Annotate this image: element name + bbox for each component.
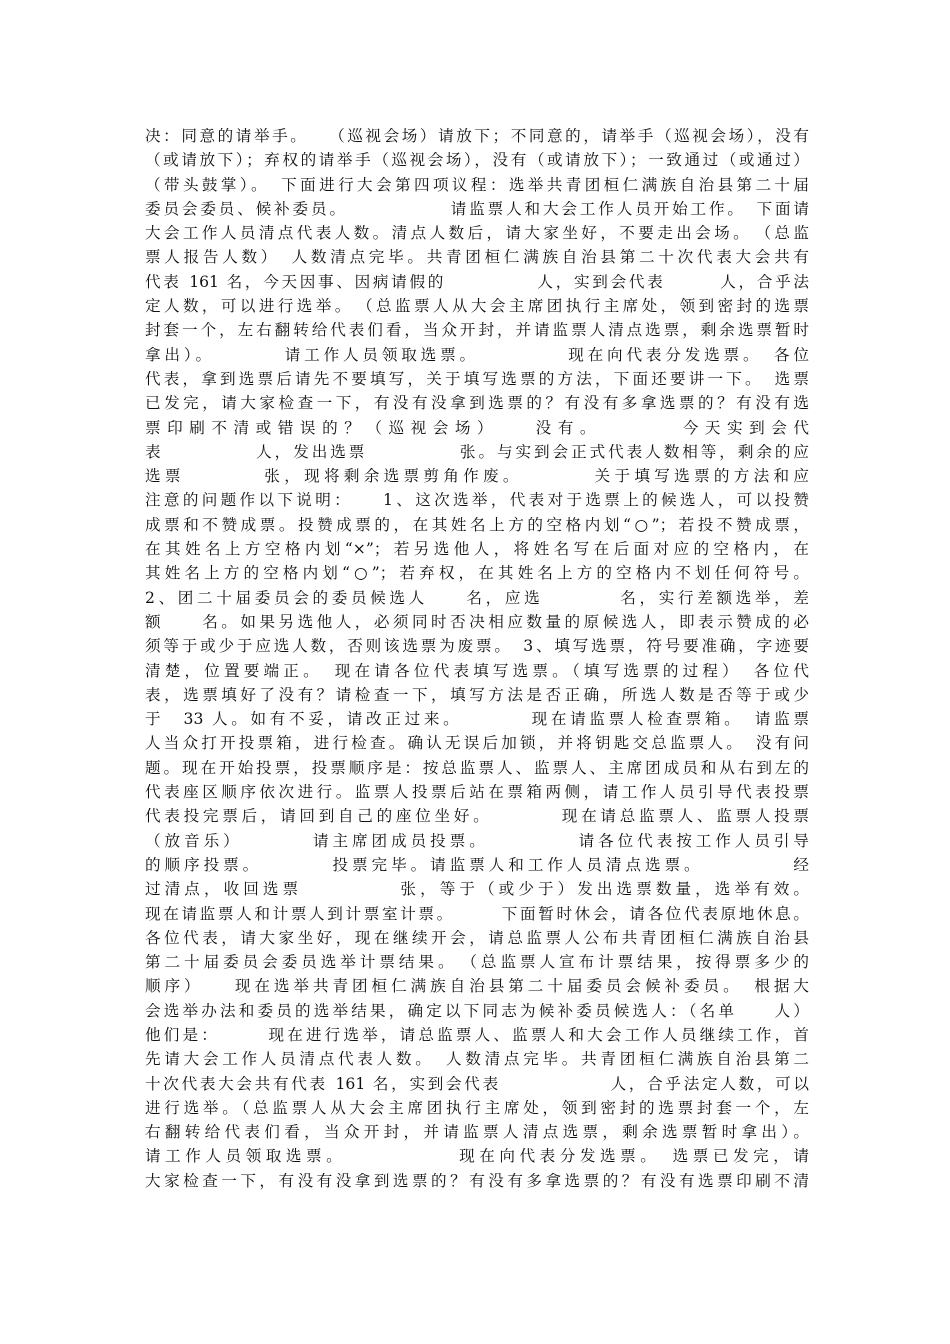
text-line-37: 会选举办法和委员的选举结果，确定以下同志为候补委员候选人：（名单 人） <box>145 1001 809 1020</box>
text-line-11: 代表，拿到选票后请先不要填写，关于填写选票的方法，下面还要讲一下。 选票 <box>145 369 809 388</box>
text-line-22: 须等于或少于应选人数，否则该选票为废票。 3、填写选票，符号要准确，字迹要 <box>145 637 809 656</box>
text-line-28: 代表座区顺序依次进行。监票人投票后站在票箱两侧，请工作人员引导代表投票 <box>145 783 809 802</box>
text-line-10: 拿出）。 请工作人员领取选票。 现在向代表分发选票。 各位 <box>145 345 809 364</box>
text-line-4: 委员会委员、候补委员。 请监票人和大会工作人员开始工作。 下面请 <box>145 199 809 218</box>
text-line-12: 已发完，请大家检查一下，有没有没拿到选票的？有没有多拿选票的？有没有选 <box>145 394 809 413</box>
text-line-5: 大会工作人员清点代表人数。清点人数后，请大家坐好，不要走出会场。 （总监 <box>145 224 809 243</box>
text-line-25: 于 33 人。如有不妥，请改正过来。 现在请监票人检查票箱。 请监票 <box>145 710 809 729</box>
text-line-6: 票人报告人数） 人数清点完毕。共青团桓仁满族自治县第二十次代表大会共有 <box>145 248 809 267</box>
text-line-41: 进行选举。（总监票人从大会主席团执行主席处，领到密封的选票封套一个，左 <box>145 1098 809 1117</box>
text-line-42: 右翻转给代表们看，当众开封，并请监票人清点选票，剩余选票暂时拿出）。 <box>145 1123 809 1142</box>
document-body <box>145 124 809 1193</box>
text-line-7: 代表 161 名，今天因事、因病请假的 人，实到会代表 人，合乎法 <box>145 272 809 291</box>
text-line-1: 决：同意的请举手。 （巡视会场）请放下；不同意的，请举手（巡视会场），没有 <box>145 127 809 145</box>
text-line-19: 其姓名上方的空格内划“○”；若弃权，在其姓名上方的空格内不划任何符号。 <box>145 564 809 583</box>
text-line-43: 请工作人员领取选票。 现在向代表分发选票。 选票已发完，请 <box>145 1147 809 1166</box>
text-line-31: 的顺序投票。 投票完毕。请监票人和工作人员清点选票。 经 <box>145 855 809 874</box>
text-line-40: 十次代表大会共有代表 161 名，实到会代表 人，合乎法定人数，可以 <box>145 1074 809 1093</box>
text-line-21: 额 名。如果另选他人，必须同时否决相应数量的原候选人，即表示赞成的必 <box>145 612 809 631</box>
text-line-38: 他们是： 现在进行选举，请总监票人、监票人和大会工作人员继续工作，首 <box>145 1025 809 1044</box>
text-line-34: 各位代表，请大家坐好，现在继续开会，请总监票人公布共青团桓仁满族自治县 <box>145 928 809 947</box>
text-line-36: 顺序） 现在选举共青团桓仁满族自治县第二十届委员会候补委员。 根据大 <box>145 977 809 996</box>
text-line-26: 人当众打开投票箱，进行检查。确认无误后加锁，并将钥匙交总监票人。 没有问 <box>145 734 809 753</box>
text-line-18: 在其姓名上方空格内划“×”；若另选他人，将姓名写在后面对应的空格内，在 <box>145 540 809 559</box>
text-line-13: 票印刷不清或错误的？（巡视会场） 没有。 今天实到会代 <box>145 418 809 437</box>
text-line-20: 2、团二十届委员会的委员候选人 名，应选 名，实行差额选举，差 <box>145 588 809 607</box>
text-line-32: 过清点，收回选票 张，等于（或少于）发出选票数量，选举有效。 <box>145 880 809 899</box>
text-line-23: 清楚，位置要端正。 现在请各位代表填写选票。（填写选票的过程） 各位代 <box>145 661 809 680</box>
text-line-16: 注意的问题作以下说明： 1、这次选举，代表对于选票上的候选人，可以投赞 <box>145 491 809 510</box>
text-line-9: 封套一个，左右翻转给代表们看，当众开封，并请监票人清点选票，剩余选票暂时 <box>145 321 809 340</box>
text-line-15: 选票 张，现将剩余选票剪角作废。 关于填写选票的方法和应 <box>145 467 809 486</box>
text-line-3: （带头鼓掌）。 下面进行大会第四项议程：选举共青团桓仁满族自治县第二十届 <box>145 175 809 194</box>
text-line-44: 大家检查一下，有没有没拿到选票的？有没有多拿选票的？有没有选票印刷不清 <box>145 1171 809 1190</box>
text-line-35: 第二十届委员会委员选举计票结果。 （总监票人宣布计票结果，按得票多少的 <box>145 953 809 972</box>
text-line-39: 先请大会工作人员清点代表人数。 人数清点完毕。共青团桓仁满族自治县第二 <box>145 1050 809 1069</box>
text-line-29: 代表投完票后，请回到自己的座位坐好。 现在请总监票人、监票人投票 <box>145 807 809 826</box>
text-line-2: （或请放下）；弃权的请举手（巡视会场），没有（或请放下）；一致通过（或通过） <box>145 151 809 170</box>
text-line-8: 定人数，可以进行选举。 （总监票人从大会主席团执行主席处，领到密封的选票 <box>145 297 809 316</box>
text-line-33: 现在请监票人和计票人到计票室计票。 下面暂时休会，请各位代表原地休息。 <box>145 904 809 923</box>
text-line-27: 题。现在开始投票，投票顺序是：按总监票人、监票人、主席团成员和从右到左的 <box>145 758 809 777</box>
text-line-30: （放音乐） 请主席团成员投票。 请各位代表按工作人员引导 <box>145 831 809 850</box>
text-line-14: 表 人，发出选票 张。与实到会正式代表人数相等，剩余的应 <box>145 442 809 461</box>
text-line-24: 表，选票填好了没有？请检查一下，填写方法是否正确，所选人数是否等于或少 <box>145 685 809 704</box>
text-line-17: 成票和不赞成票。投赞成票的，在其姓名上方的空格内划“○”；若投不赞成票， <box>145 515 809 534</box>
